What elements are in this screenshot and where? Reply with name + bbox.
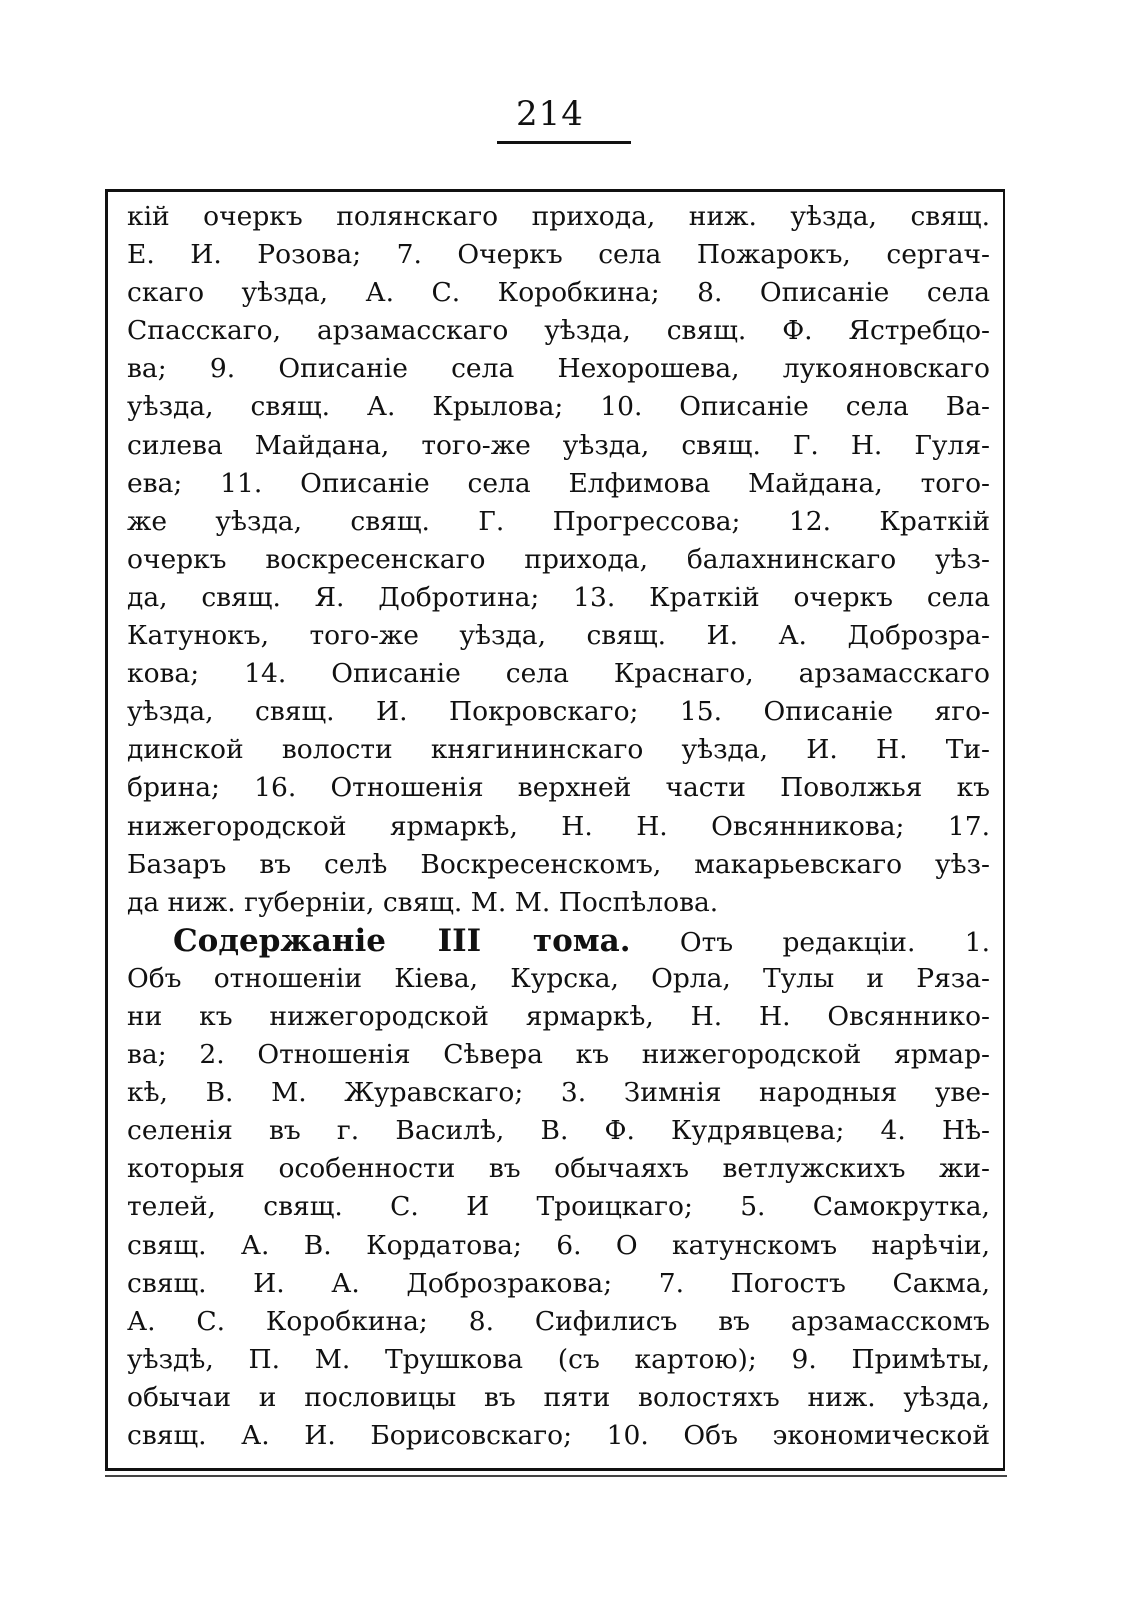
page-number-underline (497, 141, 631, 144)
text-line: Объ отношеніи Кіева, Курска, Орла, Тулы и Ряза- (127, 962, 990, 994)
text-line: уѣзда, свящ. А. Крылова; 10. Описаніе села Ва- (127, 391, 990, 423)
text-line: скаго уѣзда, А. С. Коробкина; 8. Описаніе села (127, 277, 990, 309)
text-line: телей, свящ. С. И Троицкаго; 5. Самокрутка, (127, 1191, 990, 1223)
text-line: Е. И. Розова; 7. Очеркъ села Пожарокъ, сергач- (127, 239, 990, 271)
text-line: кова; 14. Описаніе села Краснаго, арзамасскаго (127, 658, 990, 690)
section-heading-rest: Отъ редакціи. 1. (630, 926, 990, 958)
text-line: ва; 9. Описаніе села Нехорошева, лукояновскаго (127, 353, 990, 385)
text-line: Спасскаго, арзамасскаго уѣзда, свящ. Ф. Ястребцо- (127, 315, 990, 347)
text-line: нижегородской ярмаркѣ, Н. Н. Овсянникова; 17. (127, 810, 990, 842)
text-line: свящ. А. И. Борисовскаго; 10. Объ экономической (127, 1420, 990, 1451)
page-number: 214 (516, 94, 584, 134)
text-line: ева; 11. Описаніе села Елфимова Майдана, тoго- (127, 467, 990, 499)
text-line: ни къ нижегородской ярмаркѣ, Н. Н. Овсяннико- (127, 1000, 990, 1032)
text-line: селенія въ г. Василѣ, В. Ф. Кудрявцева; 4. Нѣ- (127, 1115, 990, 1147)
text-line: ва; 2. Отношенія Сѣвера къ нижегородской ярмар- (127, 1039, 990, 1071)
frame-bottom-rule (105, 1475, 1007, 1477)
text-line: которыя особенности въ обычаяхъ ветлужскихъ жи- (127, 1153, 990, 1185)
text-line: да, свящ. Я. Добротина; 13. Краткій очеркъ села (127, 581, 990, 613)
text-line: да ниж. губерніи, свящ. М. М. Поспѣлова. (127, 886, 719, 918)
section-heading-line (127, 922, 990, 960)
text-line: Катунокъ, того-же уѣзда, свящ. И. А. Доброзра- (127, 620, 990, 652)
text-line: свящ. А. В. Кордатова; 6. О катунскомъ нарѣчіи, (127, 1229, 990, 1261)
text-line: свящ. И. А. Доброзракова; 7. Погостъ Сакма, (127, 1267, 990, 1299)
text-line: брина; 16. Отношенія верхней части Поволжья къ (127, 772, 990, 804)
text-line: кѣ, В. М. Журавскаго; 3. Зимнія народныя уве- (127, 1077, 990, 1109)
text-line: уѣзда, свящ. И. Покровскаго; 15. Описаніе яго- (127, 696, 990, 728)
text-line: же уѣзда, свящ. Г. Прогрессова; 12. Краткій (127, 505, 990, 537)
text-line: кій очеркъ полянскаго прихода, ниж. уѣзда, свящ. (127, 201, 990, 232)
text-line: силева Майдана, того-же уѣзда, свящ. Г. Н. Гуля- (127, 429, 990, 461)
text-line: динской волости княгининскаго уѣзда, И. Н. Ти- (127, 734, 990, 766)
text-line: Базаръ въ селѣ Воскресенскомъ, макарьевскаго уѣз- (127, 848, 990, 880)
text-line: обычаи и пословицы въ пяти волостяхъ ниж. уѣзда, (127, 1381, 990, 1413)
text-line: А. С. Коробкина; 8. Сифилисъ въ арзамасскомъ (127, 1305, 990, 1337)
section-heading: Содержаніе III тома. (173, 922, 631, 959)
text-line: очеркъ воскресенскаго прихода, балахнинскаго уѣз- (127, 543, 990, 575)
body-text (127, 198, 990, 1455)
text-line: уѣздѣ, П. М. Трушкова (съ картою); 9. Примѣты, (127, 1343, 990, 1375)
